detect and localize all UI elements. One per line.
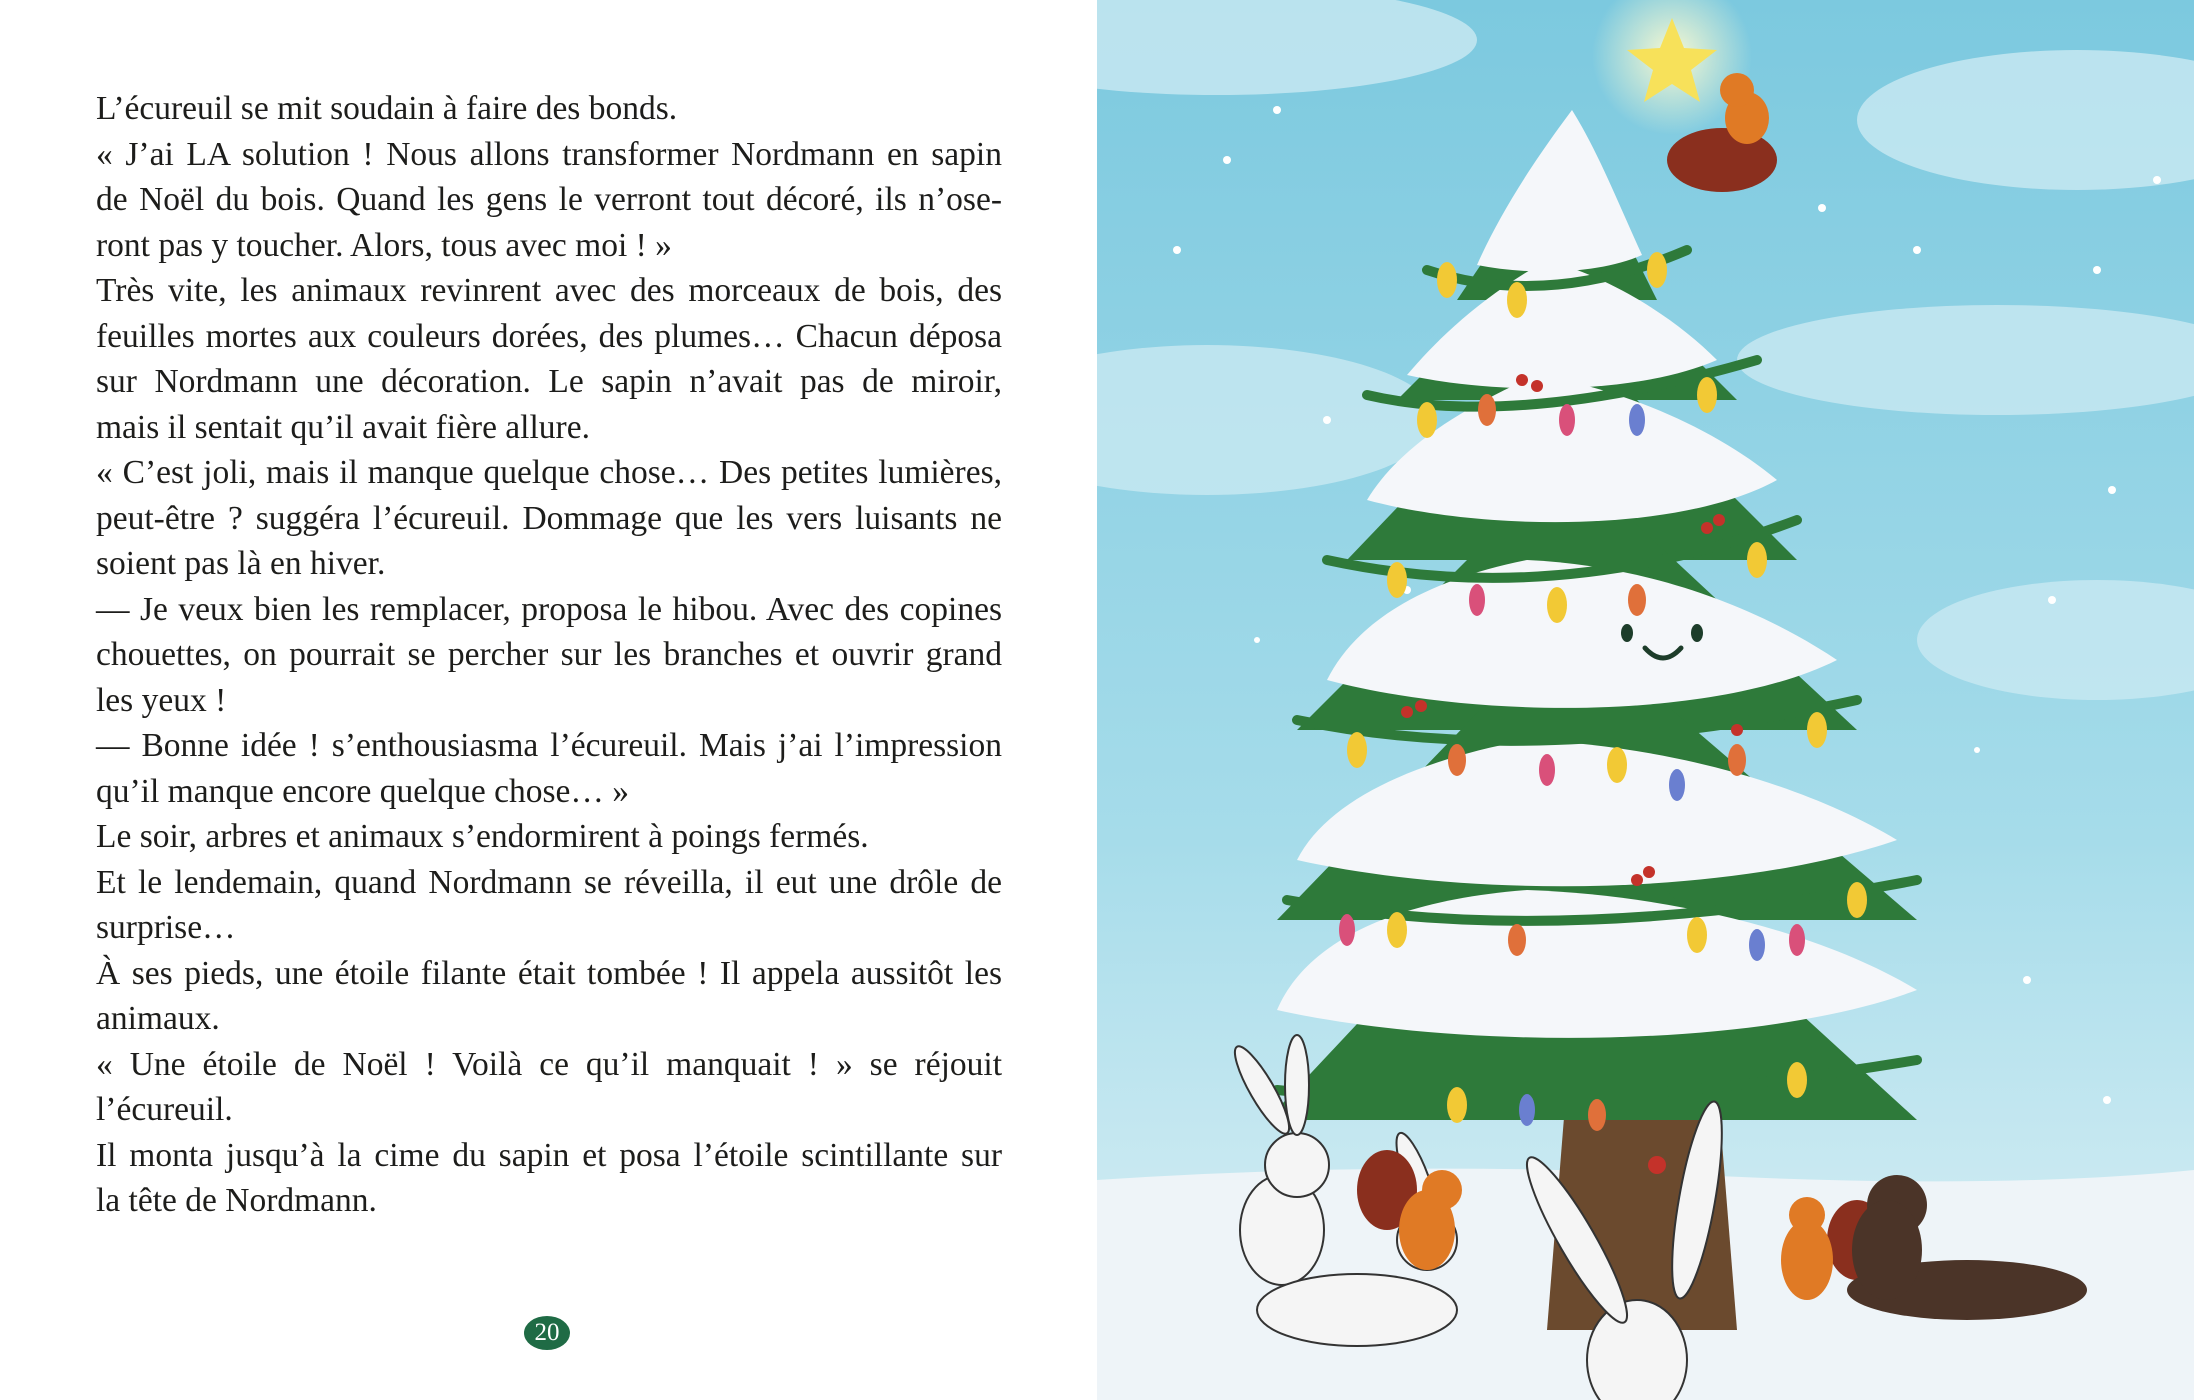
text-line: Et le lendemain, quand Nordmann se réveilla, il eut une drôle de xyxy=(96,863,1002,901)
text-line: À ses pieds, une étoile filante était tombée ! Il appela aussitôt les xyxy=(96,954,1002,992)
illustration-svg xyxy=(1097,0,2194,1400)
text-line: L’écureuil se mit soudain à faire des bonds. xyxy=(96,90,678,127)
text-line: — Bonne idée ! s’enthousiasma l’écureuil. Mais j’ai l’impression xyxy=(96,727,1002,764)
text-line: chouettes, on pourrait se percher sur les branches et ouvrir grand xyxy=(96,636,1002,673)
text-line: feuilles mortes aux couleurs dorées, des plumes… Chacun déposa xyxy=(96,317,1002,355)
text-line: peut-être ? suggéra l’écureuil. Dommage que les vers luisants ne xyxy=(96,499,1002,537)
text-line: de Noël du bois. Quand les gens le verront tout décoré, ils n’ose- xyxy=(96,181,1002,218)
text-line: soient pas là en hiver. xyxy=(96,545,386,582)
text-line: « Une étoile de Noël ! Voilà ce qu’il manquait ! » se réjouit xyxy=(96,1045,1002,1083)
text-line: sur Nordmann une décoration. Le sapin n’avait pas de miroir, xyxy=(96,363,1002,400)
text-line: mais il sentait qu’il avait fière allure. xyxy=(96,408,590,446)
text-line: — Je veux bien les remplacer, proposa le hibou. Avec des copines xyxy=(96,590,1002,628)
text-line: qu’il manque encore quelque chose… » xyxy=(96,772,630,810)
text-line: surprise… xyxy=(96,909,236,946)
text-line: « J’ai LA solution ! Nous allons transformer Nordmann en sapin xyxy=(96,135,1002,173)
text-line: « C’est joli, mais il manque quelque chose… Des petites lumières, xyxy=(96,454,1002,491)
text-line: Il monta jusqu’à la cime du sapin et posa l’étoile scintillante sur xyxy=(96,1136,1002,1174)
text-line: Le soir, arbres et animaux s’endormirent à poings fermés. xyxy=(96,818,869,855)
text-line: Très vite, les animaux revinrent avec des morceaux de bois, des xyxy=(96,272,1002,309)
text-line: la tête de Nordmann. xyxy=(96,1182,377,1219)
page-number: 20 xyxy=(524,1316,570,1350)
text-line: les yeux ! xyxy=(96,681,227,719)
christmas-tree-illustration xyxy=(1097,0,2194,1400)
story-text xyxy=(96,86,1002,1224)
text-line: l’écureuil. xyxy=(96,1091,233,1128)
text-line: ront pas y toucher. Alors, tous avec moi ! » xyxy=(96,226,672,264)
text-line: animaux. xyxy=(96,1000,220,1037)
